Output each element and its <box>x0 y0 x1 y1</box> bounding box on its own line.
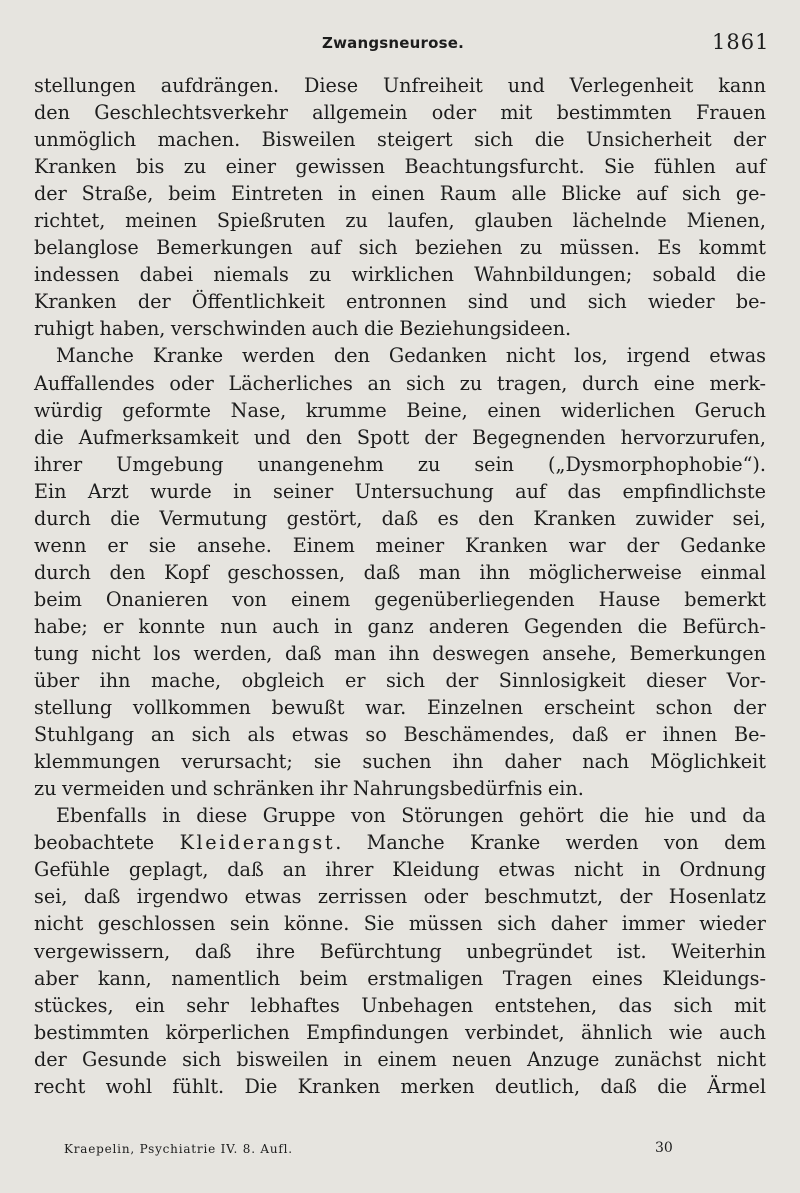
text-line: Manche Kranke werden den Gedanken nicht los, irgend etwas <box>56 344 766 368</box>
text-line: Gefühle geplagt, daß an ihrer Kleidung etwas nicht in Ordnung <box>34 858 766 882</box>
text-line: Ebenfalls in diese Gruppe von Störungen gehört die hie und da <box>56 804 766 828</box>
text-line: Ein Arzt wurde in seiner Untersuchung auf das empfindlichste <box>34 479 766 503</box>
text-line: recht wohl fühlt. Die Kranken merken deutlich, daß die Ärmel <box>34 1074 766 1098</box>
text-fragment: . Manche Kranke werden von dem <box>335 831 767 855</box>
body-text <box>34 72 766 1100</box>
text-line: richtet, meinen Spießruten zu laufen, glauben lächelnde Mienen, <box>34 209 766 233</box>
text-line: Kranken der Öffentlichkeit entronnen sind und sich wieder be- <box>34 290 766 314</box>
text-line: ihrer Umgebung unangenehm zu sein („Dysmorphophobie“). <box>34 452 766 476</box>
text-line: den Geschlechtsverkehr allgemein oder mit bestimmten Frauen <box>34 101 766 125</box>
text-line: zu vermeiden und schränken ihr Nahrungsbedürfnis ein. <box>34 777 584 801</box>
text-line: tung nicht los werden, daß man ihn deswegen ansehe, Bemerkungen <box>34 641 766 665</box>
running-head <box>0 30 800 58</box>
text-line: stellung vollkommen bewußt war. Einzelnen erscheint schon der <box>34 696 766 720</box>
text-line: wenn er sie ansehe. Einem meiner Kranken war der Gedanke <box>34 533 766 557</box>
text-line: die Aufmerksamkeit und den Spott der Begegnenden hervorzurufen, <box>34 425 766 449</box>
footer-reference: Kraepelin, Psychiatrie IV. 8. Aufl. <box>64 1142 293 1156</box>
page-number: 1861 <box>712 30 770 54</box>
spaced-term: Kleiderangst <box>179 831 336 855</box>
text-line: habe; er konnte nun auch in ganz anderen Gegenden die Befürch- <box>34 614 766 638</box>
text-line: stückes, ein sehr lebhaftes Unbehagen entstehen, das sich mit <box>34 993 766 1017</box>
text-line: durch den Kopf geschossen, daß man ihn möglicherweise einmal <box>34 560 766 584</box>
text-line: indessen dabei niemals zu wirklichen Wahnbildungen; sobald die <box>34 263 766 287</box>
text-line: Auffallendes oder Lächerliches an sich zu tragen, durch eine merk- <box>34 371 766 395</box>
text-line: durch die Vermutung gestört, daß es den Kranken zuwider sei, <box>34 506 766 530</box>
text-line: sei, daß irgendwo etwas zerrissen oder beschmutzt, der Hosenlatz <box>34 885 766 909</box>
text-line-with-spaced-term <box>34 829 766 856</box>
text-line: beim Onanieren von einem gegenüberliegenden Hause bemerkt <box>34 587 766 611</box>
text-line: nicht geschlossen sein könne. Sie müssen sich daher immer wieder <box>34 912 766 936</box>
text-line: belanglose Bemerkungen auf sich beziehen zu müssen. Es kommt <box>34 236 766 260</box>
chapter-heading: Zwangsneurose. <box>322 34 465 52</box>
text-line: der Gesunde sich bisweilen in einem neuen Anzuge zunächst nicht <box>34 1047 766 1071</box>
text-line: der Straße, beim Eintreten in einen Raum alle Blicke auf sich ge- <box>34 182 766 206</box>
text-line: stellungen aufdrängen. Diese Unfreiheit und Verlegenheit kann <box>34 74 766 97</box>
page-footer <box>0 1140 800 1164</box>
text-line: Stuhlgang an sich als etwas so Beschämendes, daß er ihnen Be- <box>34 723 766 747</box>
text-line: würdig geformte Nase, krumme Beine, einen widerlichen Geruch <box>34 398 766 422</box>
text-line: vergewissern, daß ihre Befürchtung unbegründet ist. Weiterhin <box>34 939 766 963</box>
text-line: bestimmten körperlichen Empfindungen verbindet, ähnlich wie auch <box>34 1020 766 1044</box>
text-line: über ihn mache, obgleich er sich der Sinnlosigkeit dieser Vor- <box>34 669 766 693</box>
text-line: unmöglich machen. Bisweilen steigert sich die Unsicherheit der <box>34 128 766 152</box>
text-line: aber kann, namentlich beim erstmaligen Tragen eines Kleidungs- <box>34 966 766 990</box>
text-line: klemmungen verursacht; sie suchen ihn daher nach Möglichkeit <box>34 750 766 774</box>
text-line: Kranken bis zu einer gewissen Beachtungsfurcht. Sie fühlen auf <box>34 155 766 179</box>
sheet-number: 30 <box>655 1140 673 1156</box>
text-line: ruhigt haben, verschwinden auch die Beziehungsideen. <box>34 317 572 341</box>
text-fragment: beobachtete <box>34 831 155 855</box>
